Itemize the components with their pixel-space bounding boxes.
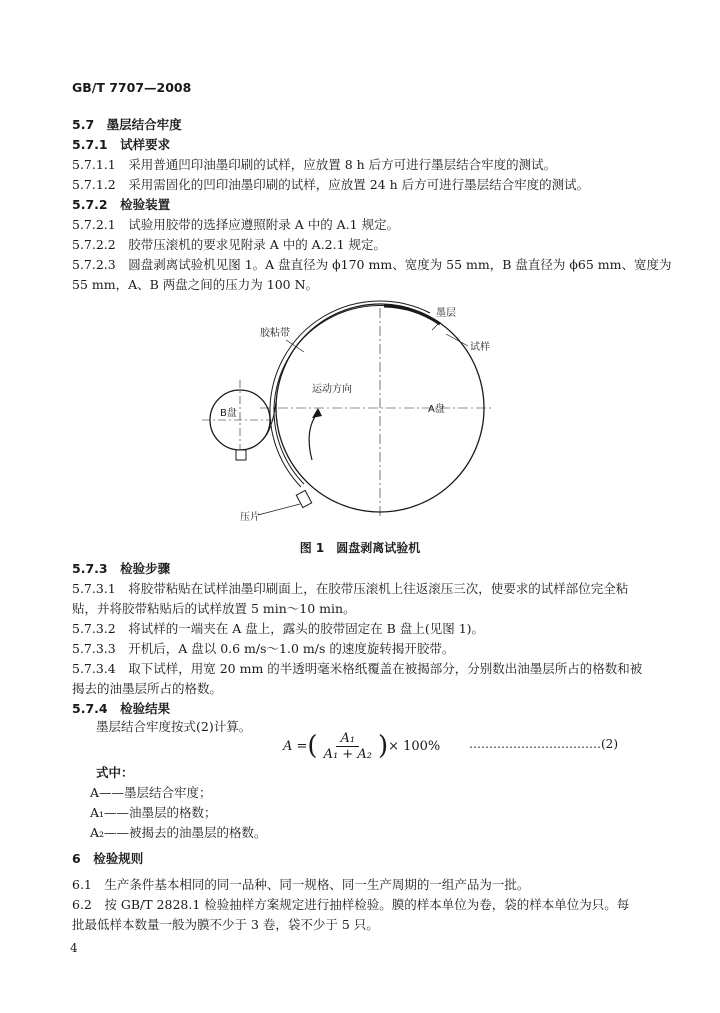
label-disc-a: A盘: [428, 404, 445, 415]
pressing-plate-block: [296, 490, 311, 507]
label-ink-layer: 墨层: [436, 308, 456, 319]
section-6-2-line1: 6.2 按 GB/T 2828.1 检验抽样方案规定进行抽样检验。膜的样本单位为卷，袋的样本单位为只。每: [72, 897, 630, 912]
section-5-7-1-2: 5.7.1.2 采用需固化的凹印油墨印刷的试样，应放置 24 h 后方可进行墨层结合牢度的测试。: [72, 177, 590, 192]
section-5-7-4-intro: 墨层结合牢度按式(2)计算。: [96, 719, 252, 734]
formula-fraction: [320, 731, 376, 762]
disc-b-clamp-block: [236, 450, 246, 460]
page-number: 4: [70, 941, 78, 955]
section-5-7-3-1-line2: 贴，并将胶带粘贴后的试样放置 5 min～10 min。: [72, 601, 356, 616]
formula-number: ……………………………(2): [469, 737, 618, 751]
figure-1-caption: 图 1 圆盘剥离试验机: [299, 541, 421, 555]
section-5-7-4-title: 5.7.4 检验结果: [72, 701, 171, 716]
section-5-7-2-1: 5.7.2.1 试验用胶带的选择应遵照附录 A 中的 A.1 规定。: [72, 217, 400, 232]
motion-direction-arc: [309, 412, 318, 460]
sample-leader-line: [446, 334, 468, 346]
section-5-7-2-3-line1: 5.7.2.3 圆盘剥离试验机见图 1。A 盘直径为 ϕ170 mm、宽度为 55 mm，B 盘直径为 ϕ65 mm、宽度为: [72, 257, 672, 272]
section-5-7-3-2: 5.7.3.2 将试样的一端夹在 A 盘上，露头的胶带固定在 B 盘上(见图 1)。: [72, 621, 485, 636]
section-5-7-title: 5.7 墨层结合牢度: [72, 117, 182, 132]
section-5-7-1-1: 5.7.1.1 采用普通凹印油墨印刷的试样，应放置 8 h 后方可进行墨层结合牢度的测试。: [72, 157, 557, 172]
motion-direction-arrowhead: [312, 408, 322, 418]
definition-a1: A₁——油墨层的格数；: [90, 805, 217, 820]
section-6-2-line2: 批最低样本数量一般为膜不少于 3 卷，袋不少于 5 只。: [72, 917, 379, 932]
section-5-7-3-title: 5.7.3 检验步骤: [72, 561, 171, 576]
label-sample: 试样: [470, 342, 490, 353]
formula-numerator: A₁: [336, 731, 359, 747]
definition-a: A——墨层结合牢度；: [90, 785, 212, 800]
section-6-title: 6 检验规则: [72, 851, 144, 866]
where-label: 式中：: [96, 765, 134, 780]
formula-close-paren: ): [377, 731, 389, 761]
clamp-leader-line: [258, 504, 300, 515]
section-5-7-3-1-line1: 5.7.3.1 将胶带粘贴在试样油墨印刷面上，在胶带压滚机上往返滚压三次，使要求的试样部位完全粘: [72, 581, 629, 596]
label-tape: 胶粘带: [260, 328, 290, 339]
section-5-7-3-4-line2: 揭去的油墨层所占的格数。: [72, 681, 223, 696]
section-5-7-2-3-line2: 55 mm，A、B 两盘之间的压力为 100 N。: [72, 277, 319, 292]
label-disc-b: B盘: [220, 408, 237, 419]
label-pressing-plate: 压片: [240, 512, 260, 523]
standard-number: GB/T 7707—2008: [72, 80, 192, 95]
definition-a2: A₂——被揭去的油墨层的格数。: [90, 825, 267, 840]
formula-denominator: A₁ + A₂: [323, 746, 372, 762]
section-5-7-3-4-line1: 5.7.3.4 取下试样，用宽 20 mm 的半透明毫米格纸覆盖在被揭部分，分别数出油墨层所占的格数和被: [72, 661, 643, 676]
formula-2: [283, 728, 440, 764]
formula-lhs: A =: [283, 738, 308, 754]
ink-leader-line: [432, 322, 440, 330]
section-5-7-2-title: 5.7.2 检验装置: [72, 197, 171, 212]
section-5-7-2-2: 5.7.2.2 胶带压滚机的要求见附录 A 中的 A.2.1 规定。: [72, 237, 387, 252]
section-5-7-1-title: 5.7.1 试样要求: [72, 137, 171, 152]
section-5-7-3-3: 5.7.3.3 开机后，A 盘以 0.6 m/s～1.0 m/s 的速度旋转揭开胶带。: [72, 641, 455, 656]
disc-peel-diagram: [200, 300, 520, 532]
formula-multiplier: × 100%: [388, 738, 441, 754]
section-6-1: 6.1 生产条件基本相同的同一品种、同一规格、同一生产周期的一组产品为一批。: [72, 877, 530, 892]
formula-open-paren: (: [307, 731, 318, 761]
label-motion-direction: 运动方向: [312, 384, 352, 395]
figure-1-disc-peel-tester: [200, 300, 520, 532]
